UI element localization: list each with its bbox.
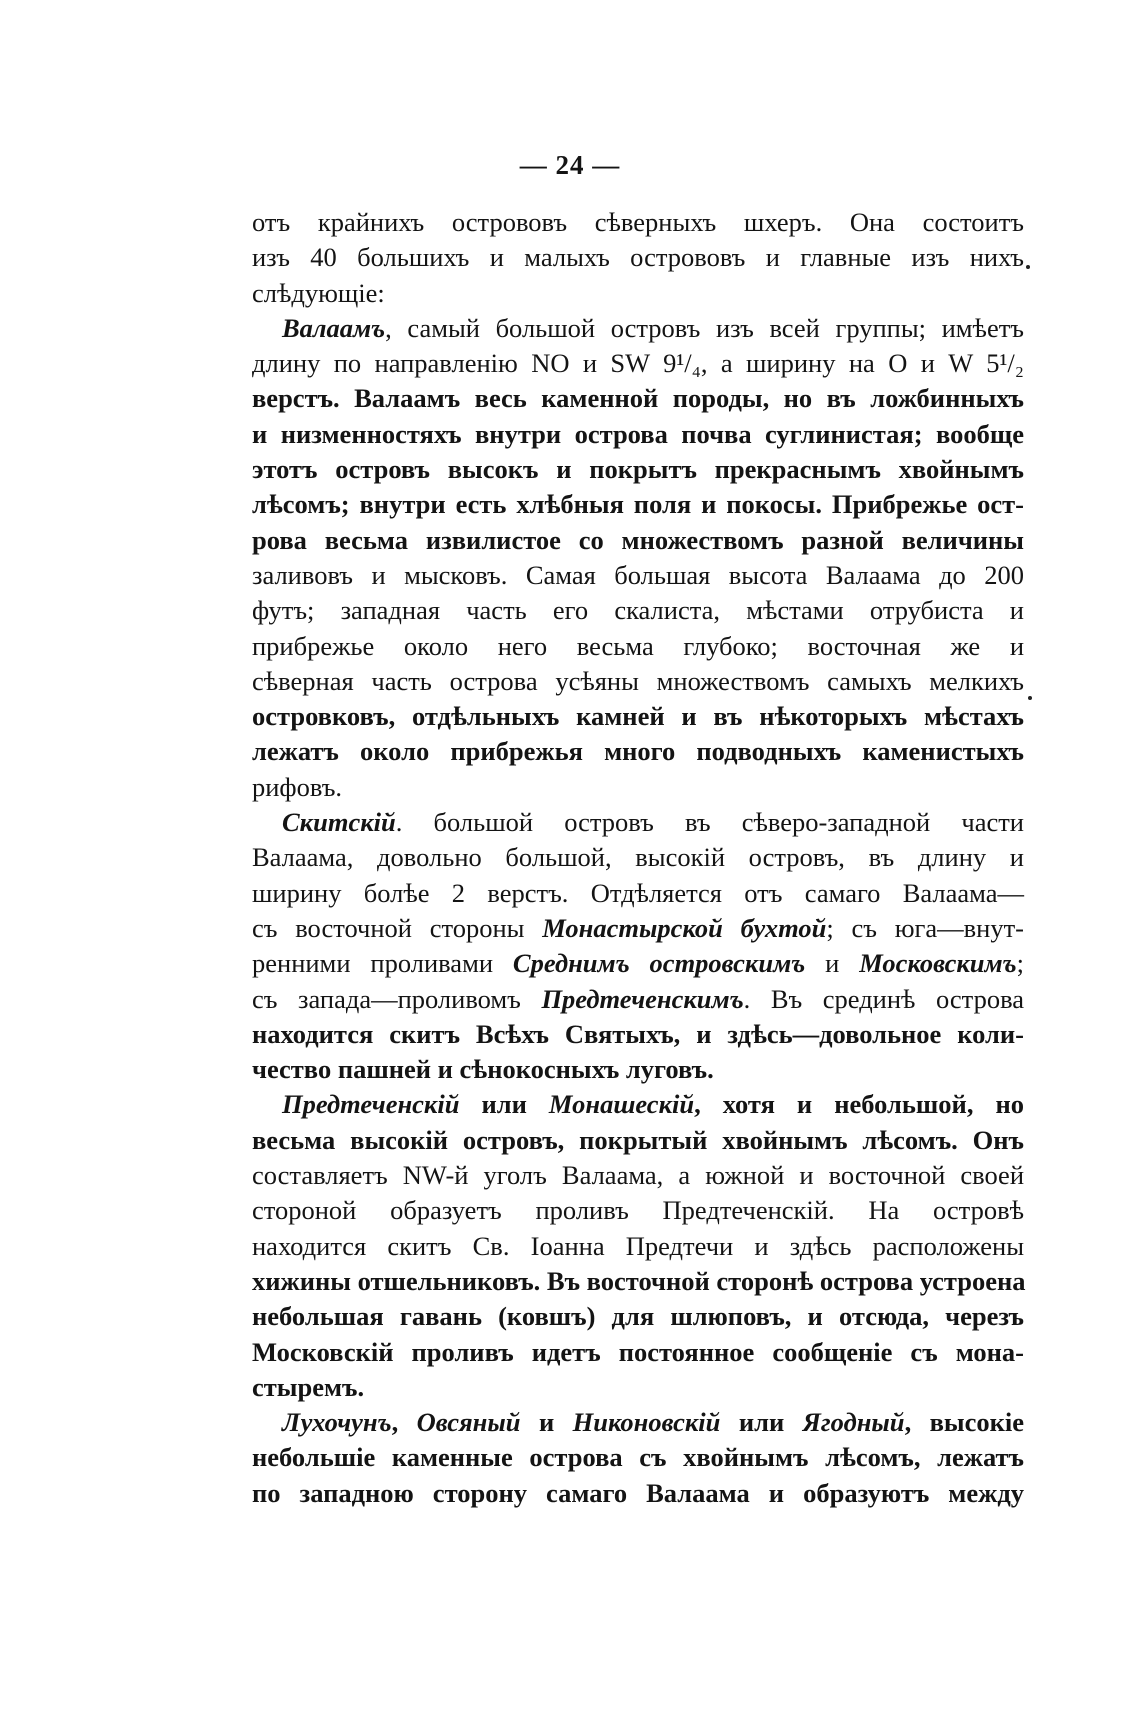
text-line: рифовъ.: [252, 771, 343, 802]
margin-dot: [1026, 265, 1030, 269]
text-line: отъ крайнихъ острововъ сѣверныхъ шхеръ. Она состоитъ: [252, 207, 1024, 237]
island-name: Лухочунъ: [282, 1407, 392, 1438]
text-line: находится скитъ Св. Іоанна Предтечи и здѣсь расположены: [252, 1230, 1024, 1261]
body-text: [252, 205, 1024, 1511]
strait-name: Среднимъ островскимъ: [512, 948, 806, 979]
text-line: лежатъ около прибрежья много подводныхъ каменистыхъ: [252, 736, 1024, 767]
text-line: составляетъ NW-й уголъ Валаама, а южной и восточной своей: [252, 1160, 1024, 1191]
text-line: футъ; западная часть его скалиста, мѣстами отрубиста и: [252, 595, 1024, 626]
text-line: стыремъ.: [252, 1371, 365, 1402]
text-line: ширину болѣе 2 верстъ. Отдѣляется отъ самаго Валаама—: [252, 877, 1024, 908]
text-line: прибрежье около него весьма глубоко; восточная же и: [252, 630, 1024, 661]
text-line: весьма высокій островъ, покрытый хвойнымъ лѣсомъ. Онъ: [252, 1124, 1024, 1155]
text-line: изъ 40 большихъ и малыхъ острововъ и главные изъ нихъ: [252, 242, 1024, 273]
strait-name: Предтеченскимъ: [541, 983, 744, 1014]
text-line: съ запада—проливомъ Предтеченскимъ. Въ срединѣ острова: [252, 983, 1024, 1014]
text-line: этотъ островъ высокъ и покрытъ прекраснымъ хвойнымъ: [252, 454, 1024, 485]
page-number: — 24 —: [519, 150, 621, 180]
text-line: Валаамъ, самый большой островъ изъ всей группы; имѣетъ: [282, 312, 1024, 343]
text-line: Валаама, довольно большой, высокій островъ, въ длину и: [252, 842, 1024, 873]
text-line: небольшіе каменные острова съ хвойнымъ лѣсомъ, лежатъ: [252, 1442, 1024, 1473]
island-name: Предтеченскій: [282, 1089, 460, 1120]
island-name: Никоновскій: [572, 1407, 721, 1438]
text-line: по западною сторону самаго Валаама и образуютъ между: [252, 1477, 1024, 1508]
text-line: Лухочунъ, Овсяный и Никоновскій или Ягодный, высокіе: [282, 1407, 1024, 1438]
strait-name: Московскимъ: [859, 948, 1017, 979]
text-line: слѣдующіе:: [252, 277, 385, 308]
margin-dot: [1028, 696, 1032, 700]
text-line: Скитскій. большой островъ въ сѣверо-западной части: [282, 807, 1024, 838]
text-line: длину по направленію NO и SW 9¹/₄, а ширину на O и W 5¹/₂: [252, 348, 1024, 379]
text-line: островковъ, отдѣльныхъ камней и въ нѣкоторыхъ мѣстахъ: [252, 701, 1024, 732]
text-line: находится скитъ Всѣхъ Святыхъ, и здѣсь—довольное коли-: [252, 1018, 1024, 1049]
text-line: и низменностяхъ внутри острова почва суглинистая; вообще: [252, 418, 1024, 449]
island-name: Монашескій: [548, 1089, 695, 1120]
text-line: рова весьма извилистое со множествомъ разной величины: [252, 524, 1024, 555]
text-line: Предтеченскій или Монашескій, хотя и небольшой, но: [282, 1089, 1024, 1120]
strait-name: Монастырской бухтой: [542, 912, 827, 943]
text-line: хижины отшельниковъ. Въ восточной сторонѣ острова устроена: [252, 1265, 1026, 1296]
text-line: ренними проливами Среднимъ островскимъ и Московскимъ;: [252, 948, 1025, 979]
text-line: верстъ. Валаамъ весь каменной породы, но въ ложбинныхъ: [252, 383, 1024, 414]
text-line: заливовъ и мысковъ. Самая большая высота Валаама до 200: [252, 559, 1024, 590]
text-line: лѣсомъ; внутри есть хлѣбныя поля и покосы. Прибрежье ост-: [252, 489, 1024, 520]
island-name: Овсяный: [416, 1407, 521, 1438]
text-line: чество пашней и сѣнокосныхъ луговъ.: [252, 1054, 714, 1085]
island-name: Скитскій: [282, 807, 396, 838]
text-line: съ восточной стороны Монастырской бухтой; съ юга—внут-: [252, 912, 1025, 943]
island-name: Ягодный: [802, 1407, 905, 1438]
text-line: сѣверная часть острова усѣяны множествомъ самыхъ мелкихъ: [252, 665, 1024, 696]
text-line: Московскій проливъ идетъ постоянное сообщеніе съ мона-: [252, 1336, 1024, 1367]
text-line: стороной образуетъ проливъ Предтеченскій. На островѣ: [252, 1195, 1024, 1226]
text-line: небольшая гавань (ковшъ) для шлюповъ, и отсюда, черезъ: [252, 1301, 1024, 1332]
island-name: Валаамъ: [282, 312, 386, 343]
